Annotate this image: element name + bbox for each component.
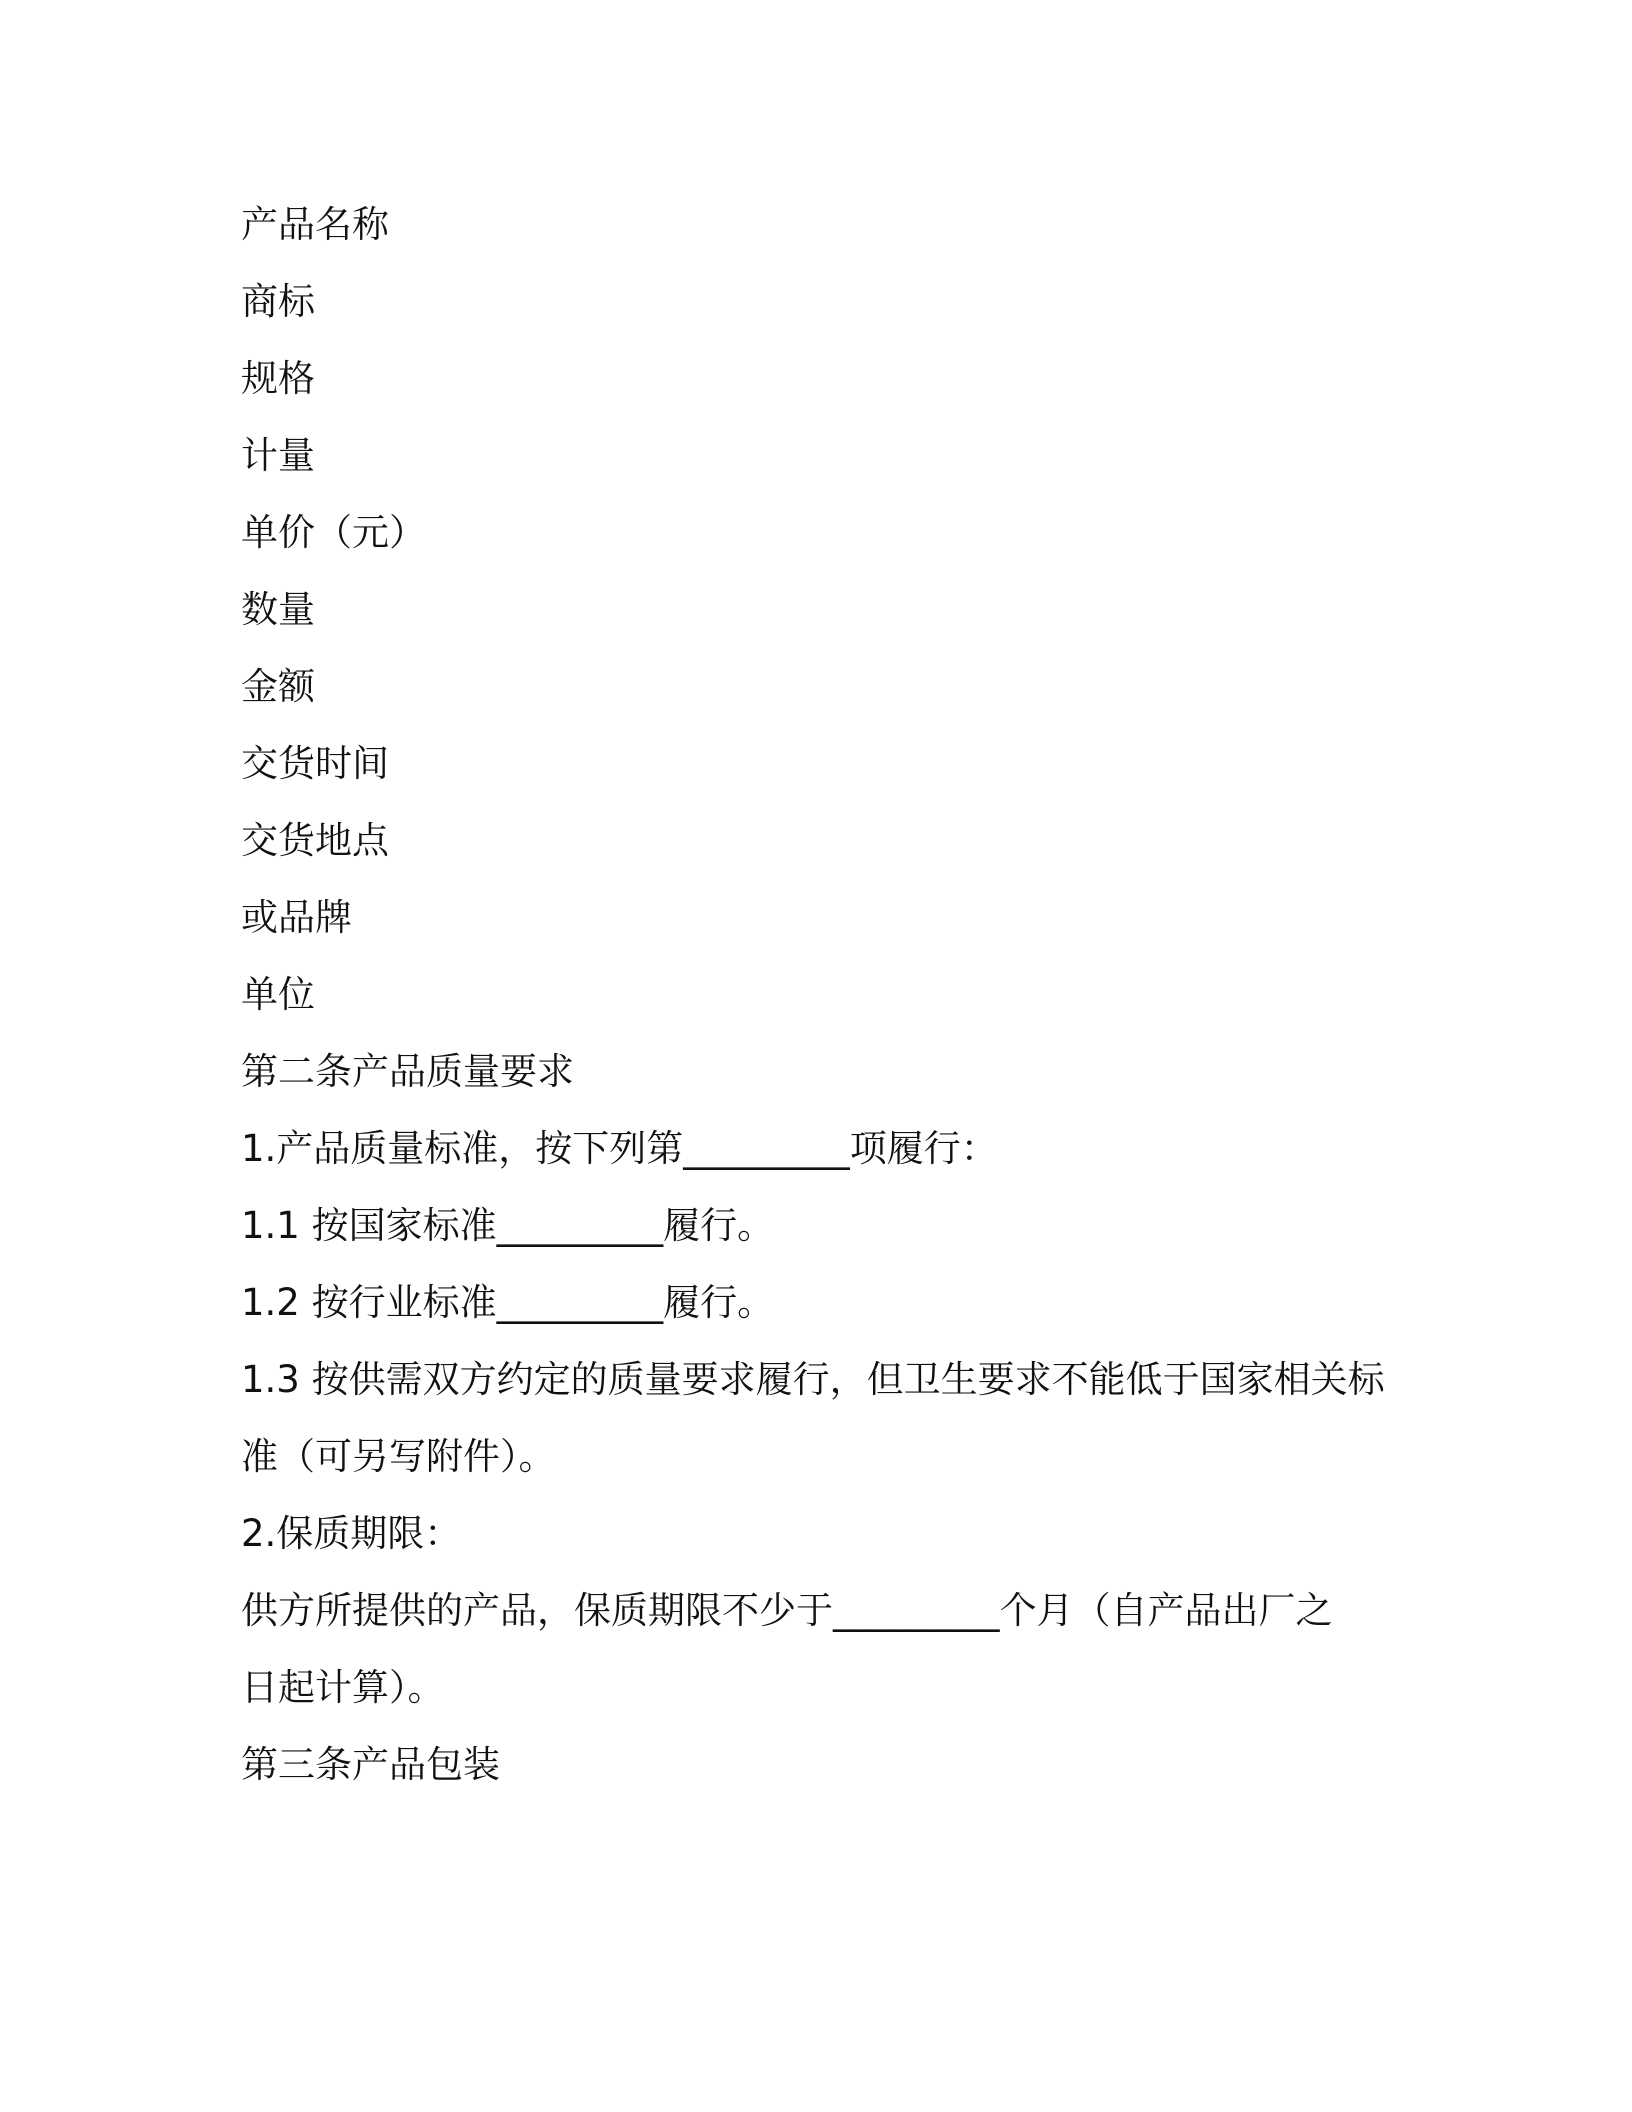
clause-shelf-life: 供方所提供的产品，保质期限不少于_________个月（自产品出厂之	[241, 1589, 1333, 1632]
field-delivery-time: 交货时间	[241, 742, 389, 785]
field-measurement: 计量	[241, 434, 315, 477]
document-body	[241, 186, 1401, 1803]
clause-shelf-life-continued: 日起计算）。	[241, 1666, 445, 1709]
field-amount: 金额	[241, 665, 315, 708]
section-heading-article-3: 第三条产品包装	[241, 1743, 500, 1786]
field-trademark: 商标	[241, 280, 315, 323]
clause-national-standard: 1.1 按国家标准_________履行。	[241, 1204, 775, 1247]
section-heading-article-2: 第二条产品质量要求	[241, 1050, 574, 1093]
field-unit-price: 单价（元）	[241, 511, 426, 554]
field-delivery-place: 交货地点	[241, 819, 389, 862]
field-product-name: 产品名称	[241, 203, 389, 246]
field-unit: 单位	[241, 973, 315, 1016]
clause-shelf-life-heading: 2.保质期限：	[241, 1512, 462, 1555]
clause-quality-standard: 1.产品质量标准，按下列第_________项履行：	[241, 1127, 998, 1170]
clause-agreed-requirements: 1.3 按供需双方约定的质量要求履行，但卫生要求不能低于国家相关标	[241, 1358, 1385, 1401]
clause-industry-standard: 1.2 按行业标准_________履行。	[241, 1281, 775, 1324]
field-quantity: 数量	[241, 588, 315, 631]
clause-agreed-requirements-continued: 准（可另写附件）。	[241, 1435, 556, 1478]
field-or-brand: 或品牌	[241, 896, 352, 939]
field-specification: 规格	[241, 357, 315, 400]
